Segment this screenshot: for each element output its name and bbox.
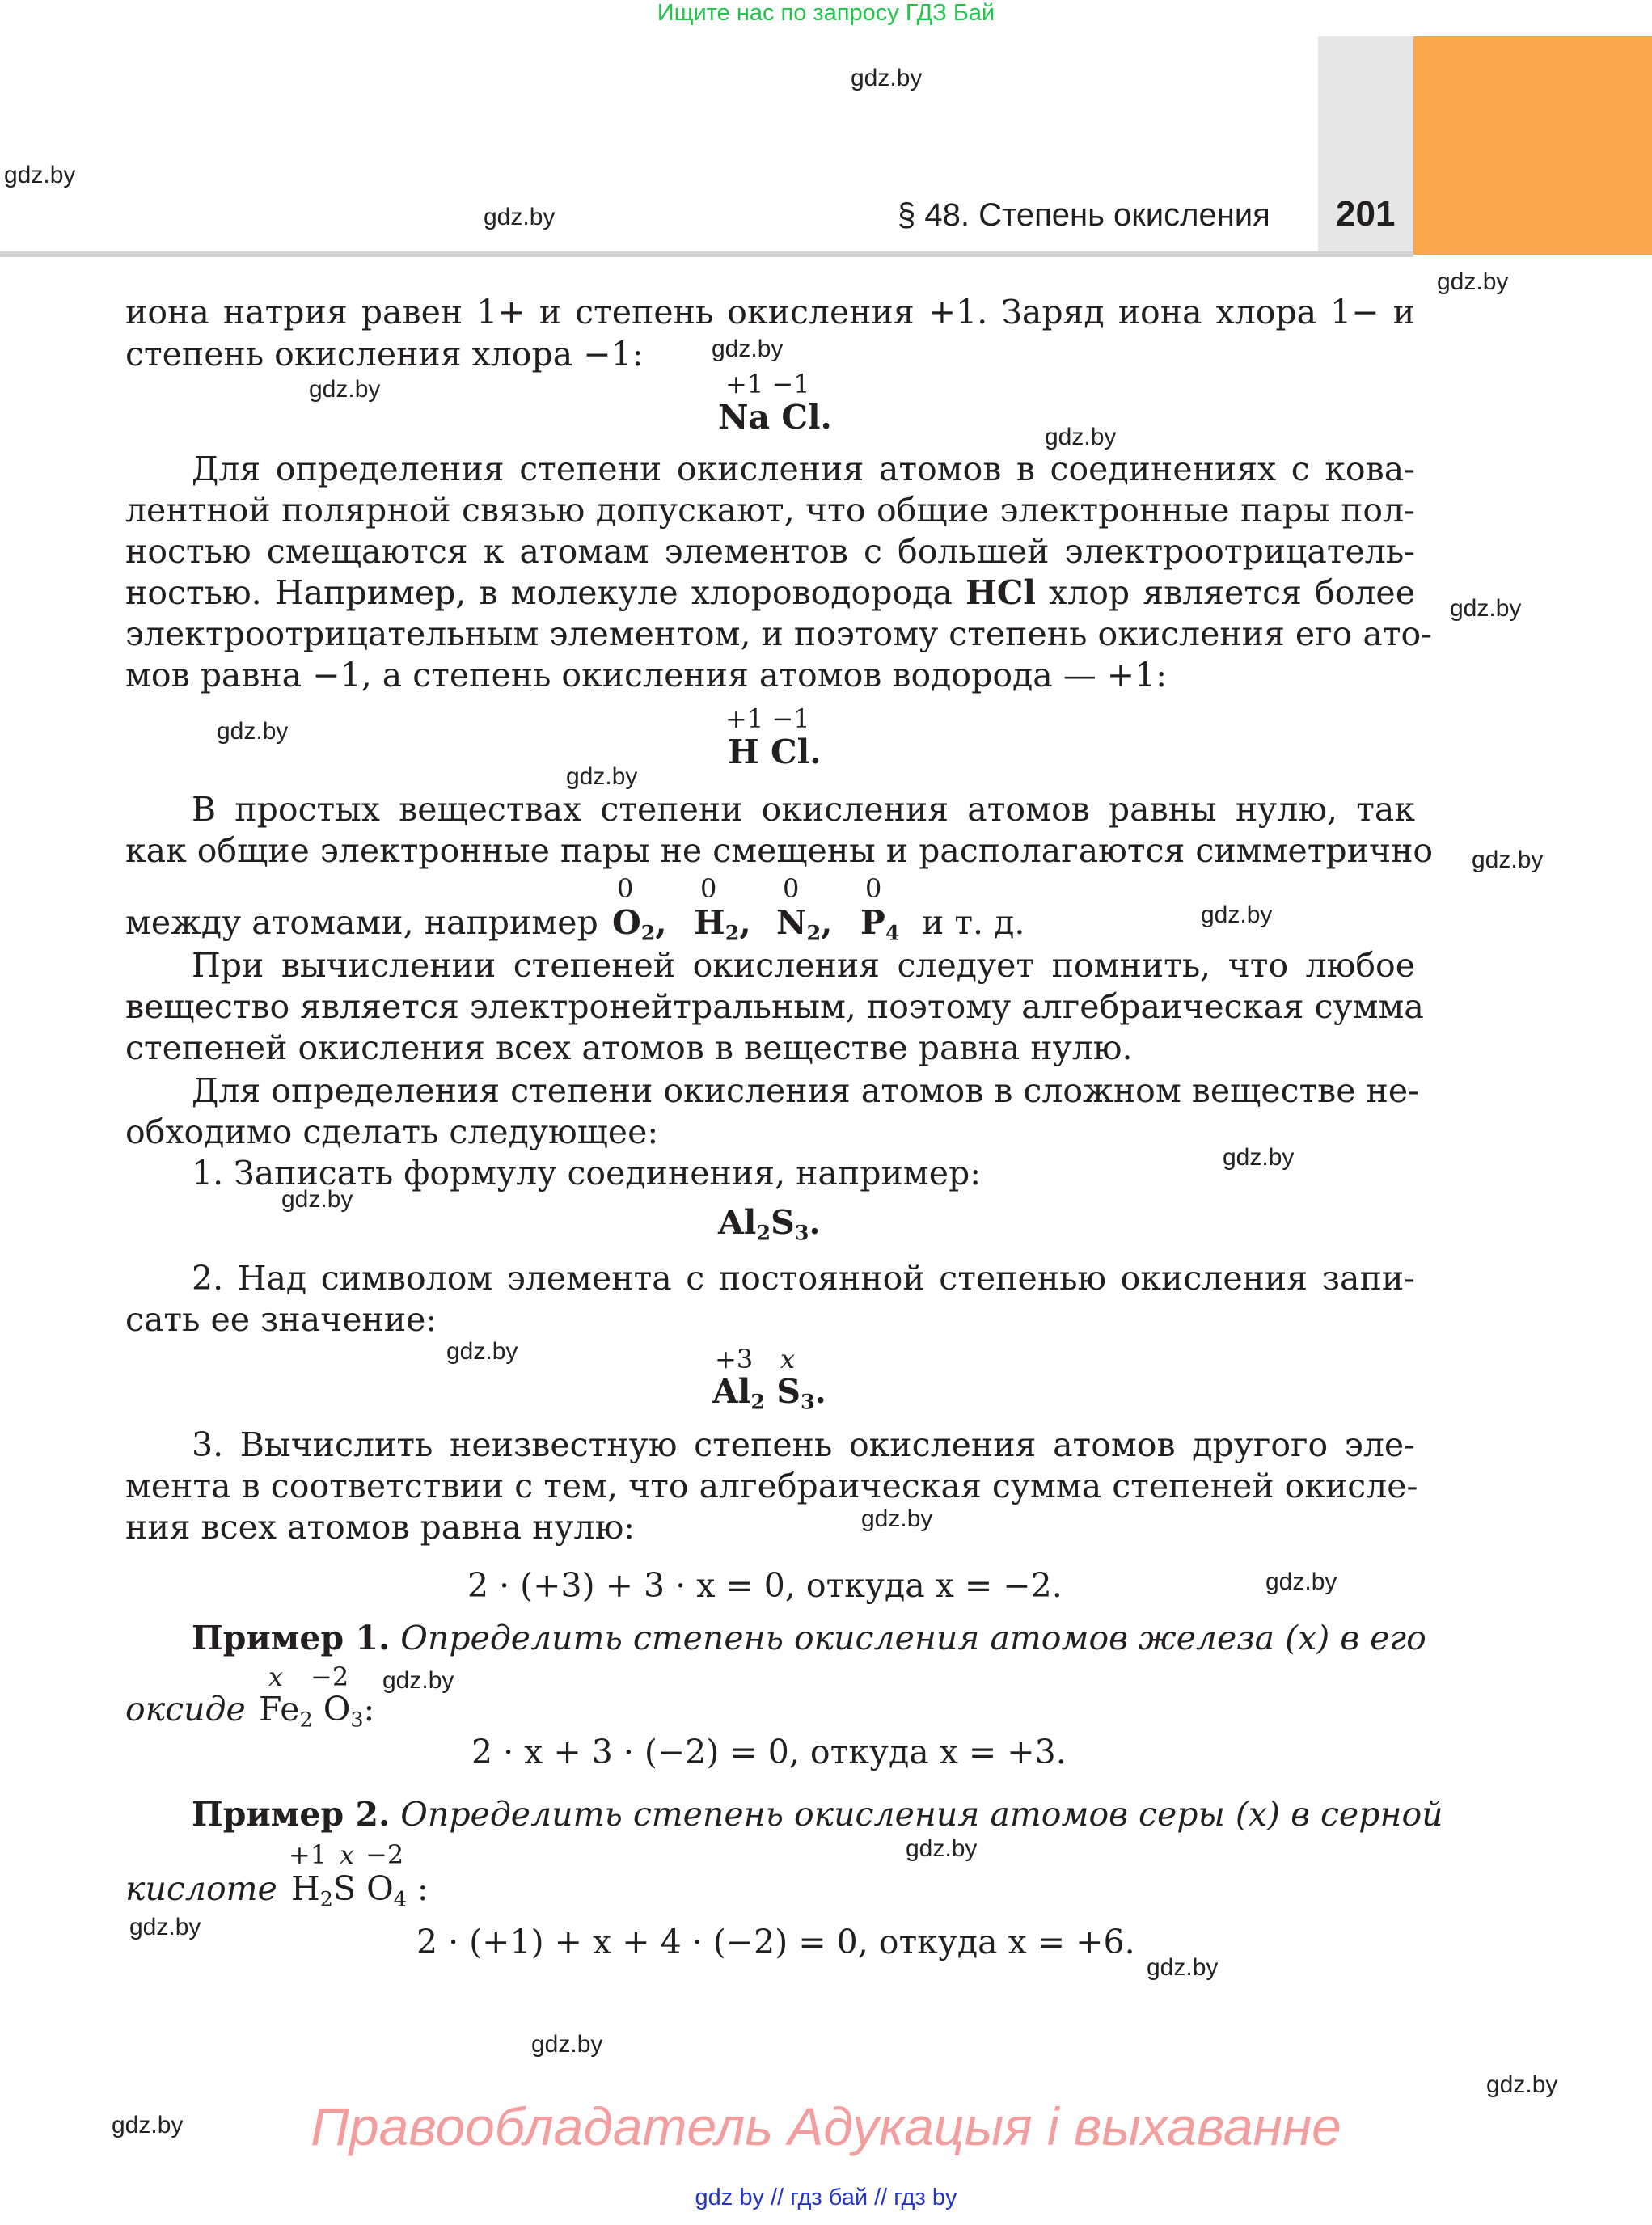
oxidation-state: x bbox=[780, 1344, 796, 1374]
formula-h2so4 bbox=[291, 1869, 429, 1911]
oxidation-state: 0 bbox=[700, 873, 717, 904]
watermark: gdz.by bbox=[129, 1914, 201, 1940]
watermark: gdz.by bbox=[1201, 901, 1273, 928]
text-line bbox=[125, 1793, 1443, 1835]
subscript: 3 bbox=[350, 1707, 364, 1732]
example-text: оксиде bbox=[125, 1690, 246, 1729]
text-line: При вычислении степеней окисления следует помнить, что любое bbox=[192, 946, 1415, 985]
separator: , bbox=[655, 903, 667, 942]
text-line: сать ее значение: bbox=[125, 1300, 437, 1339]
text-line: Для определения степени окисления атомов в соединениях с кова- bbox=[192, 450, 1415, 488]
watermark: gdz.by bbox=[1265, 1568, 1337, 1595]
text-line: 2. Над символом элемента с постоянной степенью окисления запи- bbox=[192, 1259, 1415, 1298]
watermark: gdz.by bbox=[851, 65, 923, 91]
text-span: хлор является более bbox=[1049, 573, 1415, 612]
oxidation-state: +3 bbox=[715, 1344, 754, 1374]
subscript: 3 bbox=[794, 1220, 809, 1245]
subscript: 4 bbox=[393, 1886, 407, 1911]
element-symbol: O bbox=[323, 1690, 351, 1729]
oxidation-state: −2 bbox=[311, 1661, 349, 1692]
subscript: 2 bbox=[319, 1886, 333, 1911]
subscript: 2 bbox=[725, 920, 740, 945]
watermark: gdz.by bbox=[1223, 1144, 1295, 1171]
watermark: gdz.by bbox=[712, 336, 784, 362]
watermark: gdz.by bbox=[4, 162, 76, 188]
text-line: вещество является электронейтральным, поэтому алгебраическая сумма bbox=[125, 987, 1424, 1026]
example-text: Определить степень окисления атомов железа (x) в его bbox=[400, 1619, 1426, 1657]
text-line: ностью смещаются к атомам элементов с большей электроотрицатель- bbox=[125, 532, 1415, 571]
oxidation-states: +1 −1 bbox=[725, 703, 810, 734]
subscript: 2 bbox=[806, 920, 822, 945]
text-line bbox=[125, 1617, 1426, 1659]
separator: . bbox=[814, 1372, 826, 1411]
subscript: 2 bbox=[750, 1389, 766, 1414]
watermark: gdz.by bbox=[1147, 1954, 1219, 1981]
oxidation-state: 0 bbox=[617, 873, 634, 904]
separator: , bbox=[821, 903, 833, 942]
separator: . bbox=[809, 1203, 821, 1242]
example-text: Определить степень окисления атомов серы (x) в серной bbox=[400, 1795, 1443, 1834]
text-span: и т. д. bbox=[922, 903, 1025, 942]
text-line: степень окисления хлора −1: bbox=[125, 335, 644, 374]
formula-hcl: H Cl. bbox=[728, 733, 822, 771]
watermark: gdz.by bbox=[566, 763, 638, 790]
oxidation-state: 0 bbox=[783, 873, 800, 904]
element-symbol: O bbox=[366, 1869, 394, 1908]
oxidation-state: 0 bbox=[865, 873, 882, 904]
subscript: 4 bbox=[885, 920, 900, 945]
subscript: 2 bbox=[756, 1220, 771, 1245]
watermark: gdz.by bbox=[861, 1505, 933, 1532]
watermark: gdz.by bbox=[1437, 268, 1509, 295]
text-line: обходимо сделать следующее: bbox=[125, 1112, 659, 1151]
subscript: 3 bbox=[800, 1389, 815, 1414]
formula-hcl-inline: HCl bbox=[965, 573, 1036, 612]
text-line: 3. Вычислить неизвестную степень окисления атомов другого эле- bbox=[192, 1425, 1415, 1464]
copyright-notice: Правообладатель Адукацыя і выхаванне bbox=[311, 2096, 1341, 2156]
formula-nacl: Na Cl. bbox=[718, 398, 832, 437]
element-symbol: H bbox=[694, 903, 725, 942]
text-line: 1. Записать формулу соединения, например: bbox=[192, 1154, 982, 1193]
equation: 2 · (+3) + 3 · x = 0, откуда x = −2. bbox=[467, 1566, 1063, 1605]
watermark: gdz.by bbox=[1472, 847, 1544, 873]
element-symbol: S bbox=[332, 1869, 357, 1908]
subscript: 2 bbox=[299, 1707, 313, 1732]
page-number: 201 bbox=[1336, 194, 1396, 234]
subscript: 2 bbox=[640, 920, 656, 945]
element-symbol: H bbox=[291, 1869, 320, 1908]
text-line: мов равна −1, а степень окисления атомов водорода — +1: bbox=[125, 656, 1168, 695]
text-line: электроотрицательным элементом, и поэтому степень окисления его ато- bbox=[125, 614, 1433, 653]
element-symbol: S bbox=[776, 1372, 801, 1411]
watermark: gdz.by bbox=[1450, 595, 1522, 622]
running-head: § 48. Степень окисления bbox=[898, 197, 1270, 233]
text-line: Для определения степени окисления атомов в сложном веществе не- bbox=[192, 1071, 1419, 1110]
watermark: gdz.by bbox=[309, 376, 381, 403]
header-rule bbox=[0, 251, 1413, 257]
text-line: лентной полярной связью допускают, что общие электронные пары пол- bbox=[125, 491, 1415, 530]
element-symbol: Al bbox=[712, 1372, 751, 1411]
formula-fe2o3 bbox=[259, 1690, 374, 1732]
watermark: gdz.by bbox=[382, 1667, 454, 1694]
text-line bbox=[125, 572, 1415, 614]
oxidation-state: x bbox=[340, 1839, 355, 1870]
formula-al2s3-ox bbox=[712, 1372, 826, 1414]
text-span: между атомами, например bbox=[125, 903, 598, 942]
watermark: gdz.by bbox=[906, 1835, 978, 1862]
equation: 2 · (+1) + x + 4 · (−2) = 0, откуда x = +6. bbox=[416, 1923, 1135, 1961]
watermark: gdz.by bbox=[1486, 2071, 1558, 2098]
element-symbol: Al bbox=[718, 1203, 757, 1242]
element-symbol: Fe bbox=[259, 1690, 300, 1729]
text-line: иона натрия равен 1+ и степень окисления +1. Заряд иона хлора 1− и bbox=[125, 293, 1415, 331]
oxidation-state: x bbox=[268, 1661, 284, 1692]
element-symbol: P bbox=[860, 903, 885, 942]
element-symbol: N bbox=[776, 903, 807, 942]
oxidation-state: +1 bbox=[289, 1839, 327, 1870]
watermark: gdz.by bbox=[217, 718, 289, 745]
watermark: gdz.by bbox=[112, 2112, 184, 2138]
element-symbol: S bbox=[771, 1203, 795, 1242]
separator: : bbox=[363, 1690, 375, 1729]
separator: : bbox=[416, 1869, 429, 1908]
text-line: ния всех атомов равна нулю: bbox=[125, 1508, 636, 1547]
example-label: Пример 1. bbox=[192, 1619, 391, 1657]
watermark: gdz.by bbox=[281, 1186, 353, 1213]
equation: 2 · x + 3 · (−2) = 0, откуда x = +3. bbox=[471, 1733, 1067, 1771]
watermark: gdz.by bbox=[484, 204, 556, 230]
example-label: Пример 2. bbox=[192, 1795, 391, 1834]
search-banner: Ищите нас по запросу ГДЗ Бай bbox=[657, 0, 995, 26]
text-line: как общие электронные пары не смещены и располагаются симметрично bbox=[125, 831, 1434, 870]
formula-al2s3 bbox=[718, 1203, 821, 1245]
text-line: В простых веществах степени окисления атомов равны нулю, так bbox=[192, 790, 1415, 829]
watermark: gdz.by bbox=[446, 1338, 518, 1365]
text-span: ностью. Например, в молекуле хлороводорода bbox=[125, 573, 953, 612]
text-line: степеней окисления всех атомов в веществе равна нулю. bbox=[125, 1028, 1133, 1067]
watermark: gdz.by bbox=[531, 2031, 603, 2058]
text-line: мента в соответствии с тем, что алгебраическая сумма степеней окисле- bbox=[125, 1467, 1418, 1505]
oxidation-states: +1 −1 bbox=[725, 369, 810, 399]
footer-links[interactable]: gdz by // гдз бай // гдз by bbox=[695, 2185, 957, 2210]
example-text: кислоте bbox=[125, 1869, 277, 1908]
separator: , bbox=[739, 903, 751, 942]
header-orange-block bbox=[1413, 36, 1652, 255]
element-symbol: O bbox=[612, 903, 641, 942]
text-line bbox=[125, 901, 1415, 944]
watermark: gdz.by bbox=[1045, 424, 1117, 450]
oxidation-state: −2 bbox=[365, 1839, 404, 1870]
